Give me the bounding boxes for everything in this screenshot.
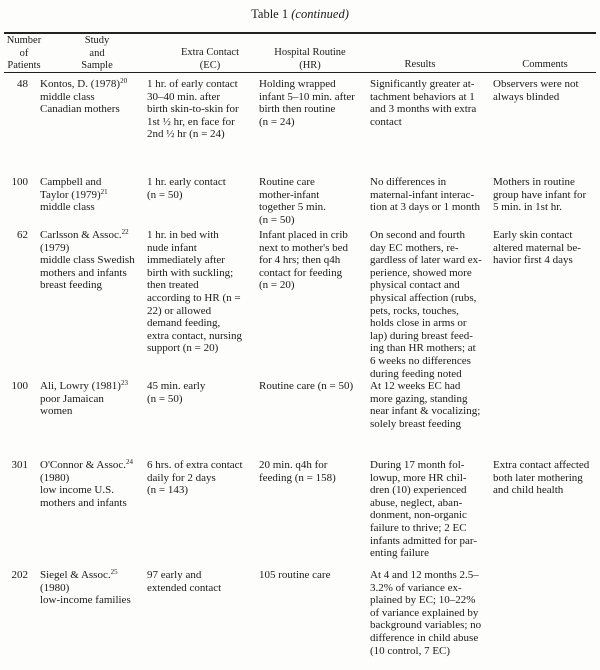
cell-hospital-routine: Routine care mother-infant together 5 min. (n = 50) (259, 176, 326, 226)
cell-results: At 12 weeks EC had more gazing, standing near infant & vocalizing; solely breast feeding (370, 380, 481, 430)
cell-comments: Observers were not always blinded (493, 78, 579, 103)
cell-study-sample: Siegel & Assoc.$^{25}$ (1980) low-income families (40, 568, 131, 607)
cell-results: On second and fourth day EC mothers, re- gardless of later ward ex- perience, showed more physical contact and physical affection (rubs, pets, rocks, touches, holds close in arms or lap) during breast feed- ing than HR mothers; at 6 weeks no differences during feeding noted (370, 229, 482, 380)
header-extra-contact: Extra Contact (EC) (180, 47, 240, 71)
cell-results: During 17 month fol- lowup, more HR chil- dren (10) experienced abuse, neglect, aban- donment, non-organic failure to thrive; 2 EC infants admitted for par- enting failure (370, 459, 477, 560)
cell-extra-contact: 1 hr. in bed with nude infant immediately after birth with suckling; then treated according to HR (n = 22) or allowed demand feeding, extra contact, nursing support (n = 20) (147, 229, 242, 355)
cell-comments: Early skin contact altered maternal be- havior first 4 days (493, 229, 581, 267)
cell-number-of-patients: 202 (11, 569, 28, 581)
table-title: Table 1 (continued) (251, 7, 349, 21)
cell-number-of-patients: 100 (11, 176, 28, 188)
reference-superscript: 24 (126, 458, 134, 466)
cell-results: At 4 and 12 months 2.5– 3.2% of variance ex- plained by EC; 10–22% of variance explained by background variables; no difference in child abuse (10 control, 7 EC) (370, 569, 482, 657)
header-study-and-sample: Study and Sample (81, 35, 113, 71)
cell-number-of-patients: 100 (11, 380, 28, 392)
cell-extra-contact: 1 hr. of early contact 30–40 min. after birth skin-to-skin for 1st ½ hr, en face for 2nd ½ hr (n = 24) (147, 78, 239, 141)
header-comments: Comments (522, 59, 568, 70)
cell-results: Significantly greater at- tachment behaviors at 1 and 3 months with extra contact (370, 78, 477, 128)
reference-superscript: 20 (120, 77, 128, 85)
header-rule (4, 72, 596, 73)
reference-superscript: 23 (120, 379, 128, 387)
cell-hospital-routine: 20 min. q4h for feeding (n = 158) (259, 459, 336, 484)
cell-study-sample: Campbell and Taylor $(1979)^{21}$ middle class (40, 176, 108, 214)
cell-extra-contact: 97 early and extended contact (147, 569, 222, 594)
cell-extra-contact: 45 min. early (n = 50) (147, 380, 206, 405)
cell-hospital-routine: Holding wrapped infant 5–10 min. after birth then routine (n = 24) (259, 78, 355, 128)
header-hospital-routine: Hospital Routine (HR) (274, 47, 346, 71)
cell-results: No differences in maternal-infant interac- tion at 3 days or 1 month (370, 176, 480, 214)
cell-hospital-routine: Routine care (n = 50) (259, 380, 354, 392)
top-rule (4, 32, 596, 34)
reference-superscript: 25 (110, 568, 118, 576)
cell-hospital-routine: Infant placed in crib next to mother's bed for 4 hrs; then q4h contact for feeding (n = 20) (259, 229, 349, 292)
cell-study-sample: Carlsson & Assoc.$^{22}$ (1979) middle class Swedish mothers and infants breast feeding (40, 228, 135, 292)
header-results: Results (404, 59, 436, 70)
cell-extra-contact: 6 hrs. of extra contact daily for 2 days (n = 143) (147, 459, 243, 497)
reference-superscript: 21 (100, 187, 108, 196)
cell-study-sample: Kontos, D. $(1978)^{20}$ middle class Canadian mothers (40, 77, 128, 116)
cell-study-sample: Ali, Lowry $(1981)^{23}$ poor Jamaican women (40, 379, 128, 418)
cell-extra-contact: 1 hr. early contact (n = 50) (147, 176, 226, 201)
cell-study-sample: O'Connor & Assoc.$^{24}$ (1980) low income U.S. mothers and infants (40, 458, 134, 509)
reference-superscript: 22 (121, 228, 129, 236)
header-number-of-patients: Number of Patients (6, 35, 42, 71)
cell-number-of-patients: 48 (17, 78, 28, 90)
cell-hospital-routine: 105 routine care (259, 569, 331, 581)
cell-comments: Mothers in routine group have infant for 5 min. in 1st hr. (493, 176, 587, 214)
cell-comments: Extra contact affected both later mothering and child health (493, 459, 590, 497)
cell-number-of-patients: 301 (11, 459, 28, 471)
cell-number-of-patients: 62 (17, 229, 28, 241)
